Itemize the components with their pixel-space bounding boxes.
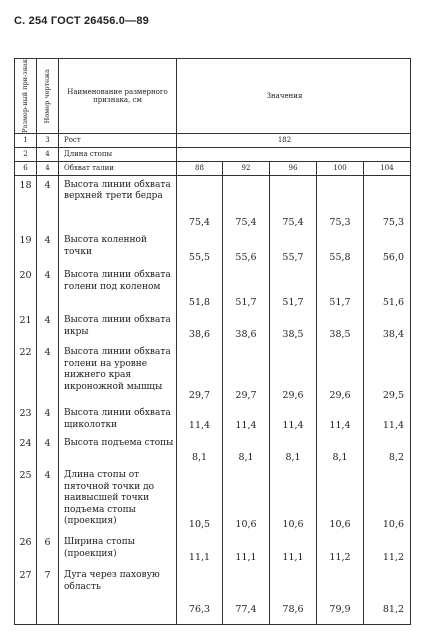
row-name: Высота линии обхвата щиколотки [59,404,177,434]
row-value: 75,4 [223,175,270,231]
row-fig: 4 [37,161,59,175]
row-fig: 4 [37,404,59,434]
row-value: 11,4 [270,404,317,434]
row-value: 38,6 [223,311,270,343]
row-value: 75,4 [177,175,223,231]
girth-col: 100 [317,161,364,175]
row-value: 51,7 [223,266,270,311]
row-value: 8,2 [364,434,411,466]
table-row [15,566,411,618]
table-body [15,175,411,618]
row-value: 51,7 [317,266,364,311]
row-name: Ширина стопы (проекция) [59,533,177,566]
row-value: 76,3 [177,566,223,618]
girth-col: 96 [270,161,317,175]
row-value: 11,1 [177,533,223,566]
row-value: 11,1 [270,533,317,566]
row-name: Обхват талии [59,161,177,175]
row-num: 23 [15,404,37,434]
row-value: 11,4 [317,404,364,434]
row-num: 6 [15,161,37,175]
row-value: 29,6 [270,343,317,404]
row-value [177,147,411,161]
row-fig: 7 [37,566,59,618]
row-value: 10,6 [223,466,270,533]
fixed-row-height [15,133,411,147]
row-value: 75,3 [364,175,411,231]
girth-row [15,161,411,175]
row-num: 27 [15,566,37,618]
row-value: 55,8 [317,231,364,266]
row-num: 21 [15,311,37,343]
page-header: С. 254 ГОСТ 26456.0—89 [14,15,149,27]
row-value: 29,7 [223,343,270,404]
row-fig: 4 [37,434,59,466]
row-value: 8,1 [177,434,223,466]
table-head [15,59,411,176]
row-fig: 4 [37,266,59,311]
row-value: 11,4 [364,404,411,434]
girth-col: 104 [364,161,411,175]
row-fig: 4 [37,343,59,404]
row-num: 24 [15,434,37,466]
row-value: 29,6 [317,343,364,404]
row-value: 51,6 [364,266,411,311]
row-num: 1 [15,133,37,147]
table-row [15,311,411,343]
row-num: 19 [15,231,37,266]
table-row [15,404,411,434]
girth-col: 92 [223,161,270,175]
row-value: 10,5 [177,466,223,533]
row-value: 11,2 [364,533,411,566]
row-value: 10,6 [317,466,364,533]
row-value: 79,9 [317,566,364,618]
row-value: 38,5 [270,311,317,343]
row-value: 55,5 [177,231,223,266]
row-value: 11,1 [223,533,270,566]
row-num: 2 [15,147,37,161]
col-header-num: Размер-ный при-знак [15,59,37,134]
row-name: Высота линии обхвата икры [59,311,177,343]
row-num: 25 [15,466,37,533]
row-name: Высота линии обхвата верхней трети бедра [59,175,177,231]
table-row [15,533,411,566]
table-row [15,175,411,231]
row-name: Высота коленной точки [59,231,177,266]
row-name: Рост [59,133,177,147]
girth-col: 88 [177,161,223,175]
row-fig: 4 [37,147,59,161]
measurements-table [14,58,411,625]
col-header-fig: Номер чертежа [37,59,59,134]
table-row [15,231,411,266]
table-tail [15,618,411,624]
fixed-row-foot-length [15,147,411,161]
row-value: 55,7 [270,231,317,266]
row-fig: 4 [37,466,59,533]
row-name: Дуга через паховую область [59,566,177,618]
row-value: 10,6 [270,466,317,533]
row-value: 38,6 [177,311,223,343]
row-fig: 4 [37,311,59,343]
row-value: 75,4 [270,175,317,231]
table-row [15,266,411,311]
row-value: 29,5 [364,343,411,404]
row-name: Высота линии обхвата голени под коленом [59,266,177,311]
row-value: 11,2 [317,533,364,566]
row-name: Длина стопы [59,147,177,161]
row-value: 8,1 [270,434,317,466]
row-fig: 3 [37,133,59,147]
row-num: 22 [15,343,37,404]
table-row [15,343,411,404]
table-row [15,466,411,533]
row-value: 8,1 [223,434,270,466]
row-value: 51,7 [270,266,317,311]
table-end-row [15,618,411,624]
row-name: Высота подъема стопы [59,434,177,466]
row-num: 20 [15,266,37,311]
row-value: 38,4 [364,311,411,343]
row-value: 55,6 [223,231,270,266]
col-header-values: Значения [177,59,411,134]
row-value: 10,6 [364,466,411,533]
row-value: 75,3 [317,175,364,231]
row-fig: 4 [37,175,59,231]
row-value: 38,5 [317,311,364,343]
row-name: Высота линии обхвата голени на уровне нижнего края икроножной мышцы [59,343,177,404]
row-value: 8,1 [317,434,364,466]
row-value: 11,4 [223,404,270,434]
row-value: 29,7 [177,343,223,404]
col-header-name: Наименование размерного признака, см [59,59,177,134]
row-fig: 6 [37,533,59,566]
table-row [15,434,411,466]
row-value: 51,8 [177,266,223,311]
row-value: 182 [177,133,411,147]
row-value: 11,4 [177,404,223,434]
measurements-table-wrap [14,58,410,625]
row-fig: 4 [37,231,59,266]
row-value: 78,6 [270,566,317,618]
row-value: 81,2 [364,566,411,618]
row-num: 26 [15,533,37,566]
row-name: Длина стопы от пяточной точки до наивысшей точки подъема стопы (проекция) [59,466,177,533]
row-value: 56,0 [364,231,411,266]
row-num: 18 [15,175,37,231]
row-value: 77,4 [223,566,270,618]
